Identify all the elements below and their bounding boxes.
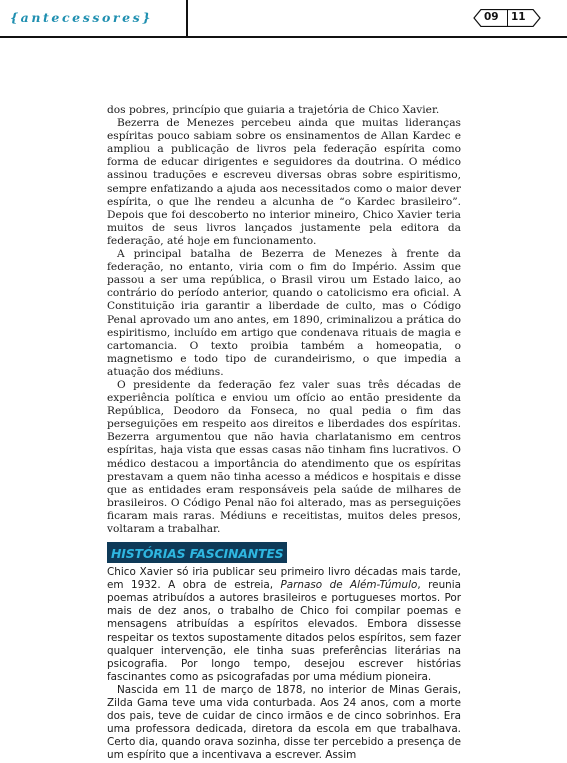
section-heading-text: HISTÓRIAS FASCINANTES bbox=[111, 546, 284, 562]
page-separator bbox=[507, 10, 508, 26]
section-heading bbox=[107, 542, 287, 563]
book-title: Parnaso de Além-Túmulo bbox=[280, 579, 418, 592]
paragraph: Bezerra de Menezes percebeu ainda que muitas lideranças espíritas pouco sabiam sobre os ensinamentos de Allan Kardec e ampliou a publicação de livros pela federação espírita como forma de educar dirigentes e seguidores da doutrina. O médico assinou traduções e escreveu diversas obras sobre espiritismo, sempre enfatizando a ajuda aos necessitados como o maior dever espírita, o que lhe rendeu a alcunha de “o Kardec brasileiro”. Depois que foi descoberto no interior mineiro, Chico Xavier teria muitos de seus livros lançados justamente pela editora da federação, até hoje em funcionamento. bbox=[107, 117, 461, 247]
header-rule bbox=[0, 36, 567, 38]
paragraph-text: Chico Xavier só iria publicar seu primeiro livro décadas mais tarde, em 1932. A obra de estreia, bbox=[107, 566, 461, 592]
page-indicator bbox=[473, 9, 541, 27]
paragraph: dos pobres, princípio que guiaria a trajetória de Chico Xavier. bbox=[107, 104, 440, 116]
section-body bbox=[107, 566, 461, 762]
header-divider bbox=[186, 0, 188, 38]
paragraph: O presidente da federação fez valer suas três décadas de experiência política e enviou um ofício ao então presidente da República, Deodoro da Fonseca, no qual pedia o fim das perseguições em respeito aos direitos e liberdades dos espíritas. Bezerra argumentou que não havia charlatanismo em centros espíritas, haja vista que essas casas não tinham fins lucrativos. O médico destacou a importância do atendimento que os espíritas prestavam a quem não tinha acesso a médicos e hospitais e disse que as entidades eram responsáveis pela saúde de milhares de brasileiros. O Código Penal não foi alterado, mas as perseguições ficaram mais raras. Médiuns e receitistas, muitos deles presos, voltaram a trabalhar. bbox=[107, 378, 461, 535]
paragraph bbox=[107, 566, 461, 684]
article-body bbox=[107, 104, 461, 763]
page-current: 09 bbox=[484, 11, 499, 23]
section-brand: {antecessores} bbox=[10, 10, 153, 25]
paragraph: A principal batalha de Bezerra de Menezes à frente da federação, no entanto, viria com o fim do Império. Assim que passou a ser uma república, o Brasil virou um Estado laico, ao contrário do período anterior, quando o catolicismo era oficial. A Constituição iria garantir a liberdade de culto, mas o Código Penal aprovado um ano antes, em 1890, criminalizou a prática do espiritismo, incluído em artigo que condenava rituais de magia e cartomancia. O texto proibia também a homeopatia, o magnetismo e todo tipo de curandeirismo, o que impedia a atuação dos médiuns. bbox=[107, 248, 461, 378]
paragraph-text: , reunia poemas atribuídos a autores brasileiros e portugueses mortos. Por mais de dez anos, o trabalho de Chico foi compilar poemas e mensagens atribuídas a espíritos elevados. Embora dissesse respeitar os textos supostamente ditados pelos espíritos, sem fazer qualquer intervenção, ele tinha suas preferências literárias na psicografia. Por longo tempo, desejou escrever histórias fascinantes como as psicografadas por uma médium pioneira. bbox=[107, 579, 462, 683]
page-total: 11 bbox=[511, 11, 526, 23]
paragraph: Nascida em 11 de março de 1878, no interior de Minas Gerais, Zilda Gama teve uma vida conturbada. Aos 24 anos, com a morte dos pais, teve de cuidar de cinco irmãos e de cinco sobrinhos. Era uma professora dedicada, diretora da escola em que trabalhava. Certo dia, quando orava sozinha, disse ter percebido a presença de um espírito que a incentivava a escrever. Assim bbox=[107, 683, 461, 762]
page-header bbox=[0, 0, 567, 38]
